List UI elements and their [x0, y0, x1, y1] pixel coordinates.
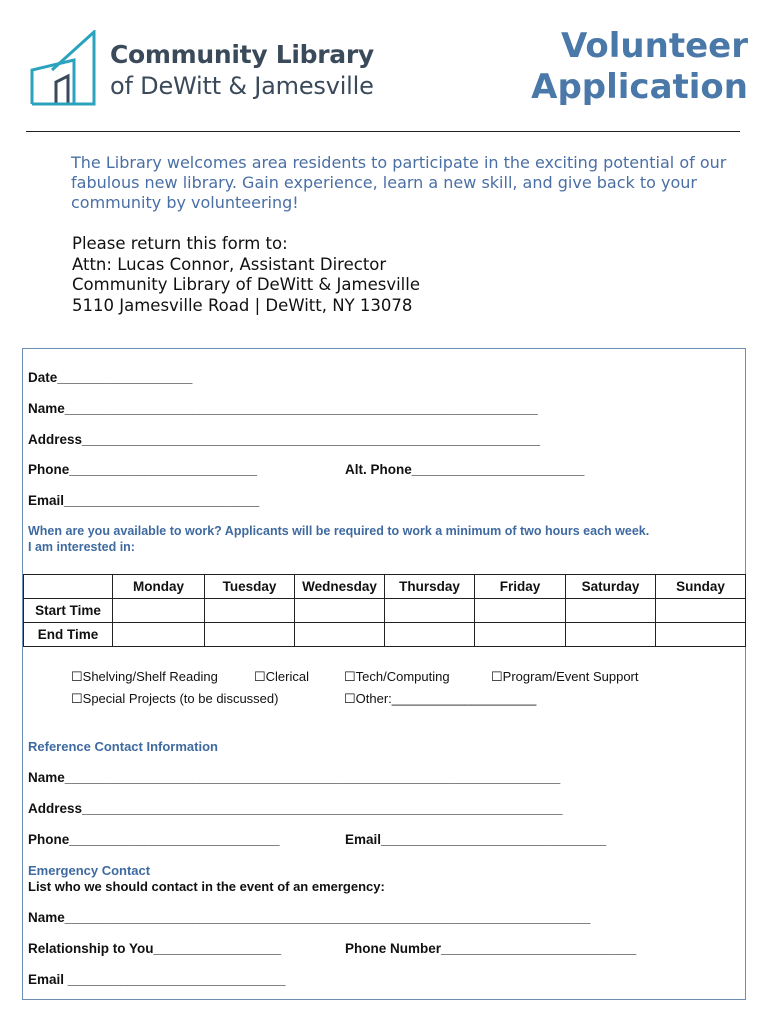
day-header: Sunday: [656, 575, 746, 599]
shelving-checkbox[interactable]: ☐Shelving/Shelf Reading: [71, 669, 218, 684]
return-line1: Please return this form to:: [72, 234, 288, 253]
time-cell[interactable]: [656, 599, 746, 623]
day-header: Monday: [113, 575, 205, 599]
day-header: Tuesday: [205, 575, 295, 599]
time-cell[interactable]: [475, 599, 566, 623]
return-line2: Attn: Lucas Connor, Assistant Director: [72, 254, 387, 274]
return-line4: 5110 Jamesville Road | DeWitt, NY 13078: [72, 295, 413, 315]
intro-paragraph: The Library welcomes area residents to participate in the exciting potential of our fabulous new library. Gain experience, learn a new skill, and give back to your community by volunteering!: [71, 153, 727, 212]
date-field[interactable]: Date__________________: [28, 370, 193, 385]
time-cell[interactable]: [656, 623, 746, 647]
logo-name-line2: of DeWitt & Jamesville: [110, 72, 374, 100]
corner-cell: [24, 575, 113, 599]
time-cell[interactable]: [566, 599, 656, 623]
relationship-field[interactable]: Relationship to You_________________: [28, 941, 282, 956]
row-label: End Time: [24, 623, 113, 647]
time-cell[interactable]: [385, 623, 475, 647]
emergency-heading: Emergency Contact: [28, 863, 151, 878]
page-title: [531, 26, 748, 108]
logo-name-line1: Community Library: [110, 40, 374, 69]
special-projects-checkbox[interactable]: ☐Special Projects (to be discussed): [71, 691, 279, 706]
table-row: [24, 599, 746, 623]
title-line1: Volunteer: [560, 26, 748, 66]
time-cell[interactable]: [113, 623, 205, 647]
alt-phone-field[interactable]: Alt. Phone_______________________: [345, 462, 585, 477]
emergency-name-field[interactable]: Name______________________________________________________________________: [28, 910, 591, 925]
library-logo: [28, 30, 104, 108]
emergency-subheading: List who we should contact in the event of an emergency:: [28, 879, 385, 894]
time-cell[interactable]: [113, 599, 205, 623]
emergency-email-field[interactable]: Email _____________________________: [28, 972, 286, 987]
program-checkbox[interactable]: ☐Program/Event Support: [491, 669, 639, 684]
emergency-phone-field[interactable]: Phone Number__________________________: [345, 941, 637, 956]
reference-name-field[interactable]: Name__________________________________________________________________: [28, 770, 561, 785]
time-cell[interactable]: [385, 599, 475, 623]
table-header-row: [24, 575, 746, 599]
return-line3: Community Library of DeWitt & Jamesville: [72, 275, 420, 294]
interested-label: I am interested in:: [28, 540, 135, 554]
day-header: Saturday: [566, 575, 656, 599]
name-field[interactable]: Name_______________________________________________________________: [28, 401, 538, 416]
library-building-icon: [28, 30, 104, 108]
time-cell[interactable]: [475, 623, 566, 647]
availability-question: When are you available to work? Applicants will be required to work a minimum of two hours each week.: [28, 524, 650, 538]
reference-heading: Reference Contact Information: [28, 739, 218, 754]
return-address: [72, 234, 732, 316]
day-header: Friday: [475, 575, 566, 599]
day-header: Wednesday: [295, 575, 385, 599]
reference-email-field[interactable]: Email______________________________: [345, 832, 607, 847]
table-row: [24, 623, 746, 647]
address-field[interactable]: Address_____________________________________________________________: [28, 432, 541, 447]
other-checkbox[interactable]: ☐Other:____________________: [344, 691, 537, 706]
email-field[interactable]: Email__________________________: [28, 493, 260, 508]
reference-address-field[interactable]: Address________________________________________________________________: [28, 801, 563, 816]
day-header: Thursday: [385, 575, 475, 599]
phone-field[interactable]: Phone_________________________: [28, 462, 257, 477]
time-cell[interactable]: [566, 623, 656, 647]
time-cell[interactable]: [295, 623, 385, 647]
time-cell[interactable]: [295, 599, 385, 623]
clerical-checkbox[interactable]: ☐Clerical: [254, 669, 309, 684]
title-line2: Application: [531, 67, 748, 107]
tech-checkbox[interactable]: ☐Tech/Computing: [344, 669, 450, 684]
availability-table: [23, 574, 746, 647]
header-divider: [26, 131, 740, 132]
time-cell[interactable]: [205, 623, 295, 647]
row-label: Start Time: [24, 599, 113, 623]
time-cell[interactable]: [205, 599, 295, 623]
reference-phone-field[interactable]: Phone____________________________: [28, 832, 280, 847]
